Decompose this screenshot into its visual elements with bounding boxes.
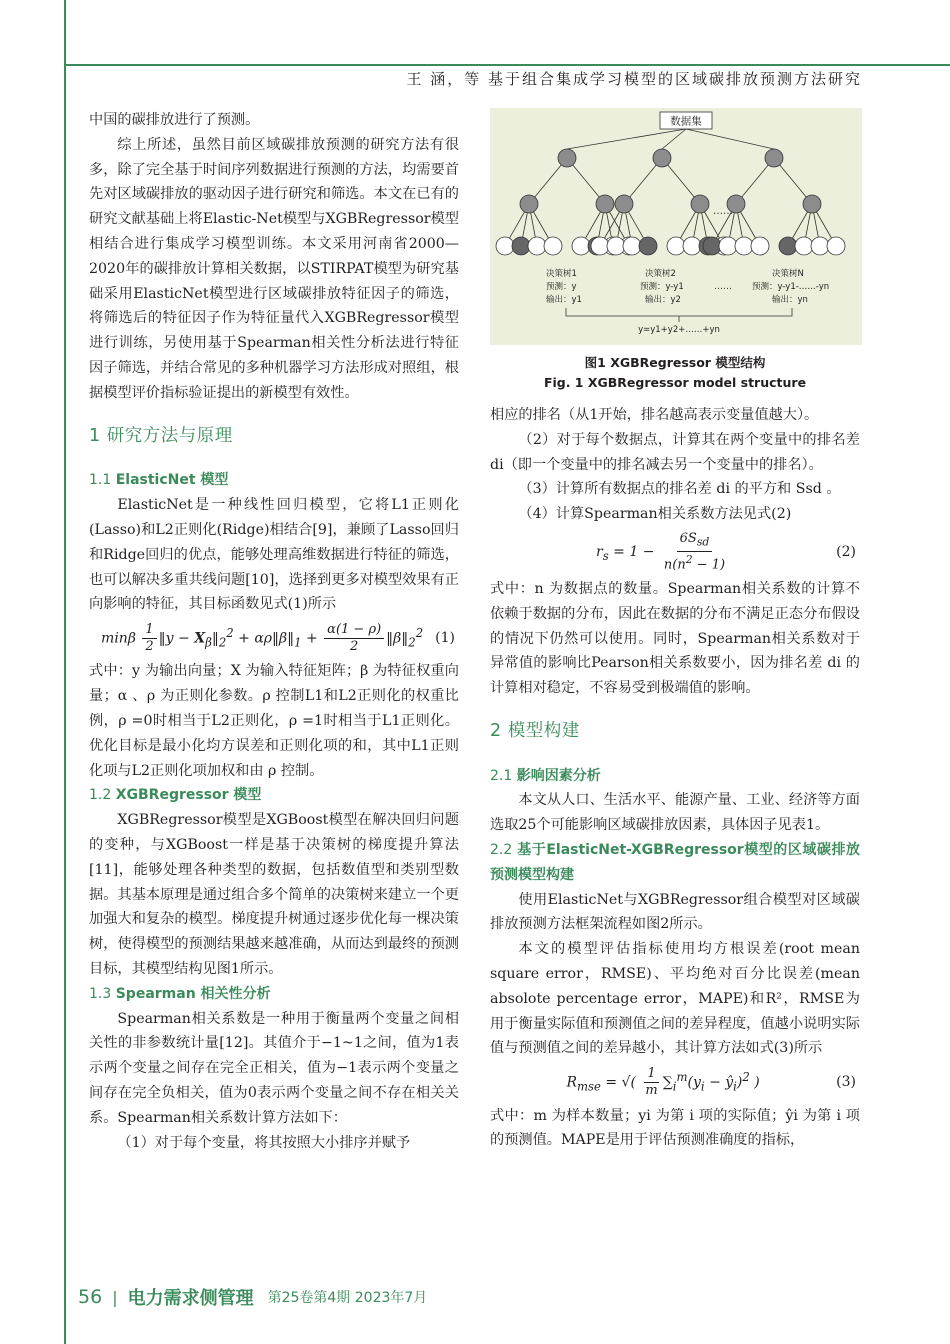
tree-root-node bbox=[558, 149, 576, 167]
paragraph: 式中：y 为输出向量；X 为输入特征矩阵；β 为特征权重向量；α 、ρ 为正则化参数。ρ 控制L1和L2正则化的权重比例，ρ =0时相当于L2正则化，ρ =1时相当于L1正则化。优化目标是最小化均方误差和正则化项的和，其中L1正则化项与L2正则化项加权和由 ρ 控制。 bbox=[89, 663, 459, 779]
dataset-edge bbox=[662, 129, 686, 149]
tree-leaf-node bbox=[639, 237, 657, 255]
tree-internal-node bbox=[615, 195, 633, 213]
paragraph: 式中：n 为数据点的数量。Spearman相关系数的计算不依赖于数据的分布，因此在数据的分布不满足正态分布假设的情况下仍然可以使用。同时，Spearman相关系数对于异常值的影响比Pearson相关系数要小，因为排名差 di 的计算相对稳定，不容易受到极端值的影响。 bbox=[490, 580, 860, 697]
dataset-edge bbox=[567, 129, 686, 149]
paragraph: 式中：m 为样本数量；yi 为第 i 项的实际值；ŷi 为第 i 项的预测值。MAPE是用于评估预测准确度的指标， bbox=[490, 1107, 860, 1149]
section-heading-2: 2 模型构建 bbox=[490, 720, 580, 741]
tree-leaf-node bbox=[544, 237, 562, 255]
equation-number: (1) bbox=[435, 629, 455, 646]
equation-2: $r_s = 1$ − $\frac{6S_{sd}}{n(n^2 - 1)}$ (2) bbox=[596, 530, 856, 572]
tree-leaf-node bbox=[703, 237, 721, 255]
section-heading-1: 1 研究方法与原理 bbox=[89, 425, 233, 446]
equation-number: (3) bbox=[836, 1073, 856, 1090]
tree2-out: 输出：y2 bbox=[645, 295, 681, 305]
tree-leaf-node bbox=[719, 237, 737, 255]
tree1-out: 输出：y1 bbox=[546, 295, 582, 305]
tree-internal-node bbox=[596, 195, 614, 213]
tree-leaf-node bbox=[623, 237, 641, 255]
trees-group bbox=[496, 129, 845, 255]
paragraph: 相应的排名（从1开始，排名越高表示变量值越大）。 bbox=[490, 407, 819, 423]
tree-leaf-node bbox=[496, 237, 514, 255]
page-footer bbox=[64, 1282, 427, 1312]
paragraph: Spearman相关系数是一种用于衡量两个变量之间相关性的非参数统计量[12]。其值介于−1~1之间，值为1表示两个变量之间存在完全正相关，值为−1表示两个变量之间存在完全负相关，值为0表示两个变量之间不存在相关关系。Spearman相关系数计算方法如下： bbox=[89, 1010, 459, 1126]
equation-number: (2) bbox=[836, 543, 856, 560]
figure-1-xgbregressor-structure bbox=[490, 108, 862, 345]
tree1-pred: 预测：y bbox=[546, 282, 577, 292]
tree1-name: 决策树1 bbox=[546, 269, 577, 279]
subsection-heading-2-2: 2.2 基于ElasticNet-XGBRegressor模型的区域碳排放预测模型构建 bbox=[490, 842, 860, 883]
paragraph: （1）对于每个变量，将其按照大小排序并赋予 bbox=[117, 1134, 411, 1151]
equation-3: $R_{mse}$ = √( $\frac{1}{m}$ $\sum_i^m(y_i$ − $ŷ_i)^2$ ) (3) bbox=[566, 1066, 856, 1099]
tree-leaf-node bbox=[607, 237, 625, 255]
paragraph: （3）计算所有数据点的排名差 di 的平方和 Ssd 。 bbox=[518, 481, 841, 498]
running-head: 王 涵，等 基于组合集成学习模型的区域碳排放预测方法研究 bbox=[406, 70, 862, 88]
page-number: 56 bbox=[78, 1286, 103, 1308]
subsection-heading-2-1: 2.1 影响因素分析 bbox=[490, 767, 601, 784]
margin-vertical-rule bbox=[64, 0, 66, 1344]
tree-leaf-node bbox=[735, 237, 753, 255]
tree-leaf-node bbox=[683, 237, 701, 255]
ellipsis-mid: …… bbox=[713, 206, 733, 217]
tree-diagram bbox=[490, 108, 862, 345]
footer-separator: | bbox=[112, 1287, 118, 1307]
left-column bbox=[89, 108, 459, 1155]
paragraph: 使用ElasticNet与XGBRegressor组合模型对区域碳排放预测方法框架流程如图2所示。 bbox=[490, 891, 860, 933]
paragraph: 本文的模型评估指标使用均方根误差(root mean square error，RMSE)、平均绝对百分比误差(mean absolote percentage error，MAPE)和R²，RMSE为用于衡量实际值和预测值之间的差异程度，值越小说明实际值与预测值之间的差异越小，其计算方法如式(3)所示 bbox=[490, 941, 860, 1057]
header-rule bbox=[64, 64, 950, 66]
tree-root-node bbox=[653, 149, 671, 167]
issue-info: 第25卷第4期 2023年7月 bbox=[267, 1290, 428, 1306]
treeN-out: 输出：yn bbox=[772, 295, 808, 305]
tree-leaf-node bbox=[512, 237, 530, 255]
paragraph: 综上所述，虽然目前区域碳排放预测的研究方法有很多，除了完全基于时间序列数据进行预测的方法，均需要首先对区域碳排放的驱动因子进行研究和筛选。本文在已有的研究文献基础上将Elastic-Net模型与XGBRegressor模型相结合进行集成学习模型训练。本文采用河南省2000—2020年的碳排放计算相关数据，以STIRPAT模型为研究基础采用ElasticNet模型进行区域碳排放特征因子的筛选，将筛选后的特征因子作为特征量代入XGBRegressor模型进行训练，另使用基于Spearman相关性分析法进行特征因子筛选，并结合常见的多种机器学习方法形成对照组，根据模型评价指标验证提出的新模型有效性。 bbox=[89, 136, 459, 401]
subsection-heading-1-3: 1.3 Spearman 相关性分析 bbox=[89, 985, 271, 1002]
tree-leaf-node bbox=[667, 237, 685, 255]
sum-label: y=y1+y2+……+yn bbox=[638, 325, 720, 335]
tree-leaf-node bbox=[528, 237, 546, 255]
tree-internal-node bbox=[520, 195, 538, 213]
paragraph: 中国的碳排放进行了预测。 bbox=[89, 112, 260, 128]
tree-leaf-node bbox=[795, 237, 813, 255]
figure-caption-cn: 图1 XGBRegressor 模型结构 bbox=[584, 355, 766, 370]
treeN-pred: 预测：y-y1-……-yn bbox=[752, 282, 830, 292]
tree-leaf-node bbox=[827, 237, 845, 255]
dataset-label: 数据集 bbox=[670, 115, 702, 128]
journal-name: 电力需求侧管理 bbox=[127, 1288, 254, 1309]
tree-leaf-node bbox=[751, 237, 769, 255]
tree-internal-node bbox=[803, 195, 821, 213]
paragraph: 本文从人口、生活水平、能源产量、工业、经济等方面选取25个可能影响区域碳排放因素，具体因子见表1。 bbox=[490, 792, 860, 834]
tree2-name: 决策树2 bbox=[645, 269, 676, 279]
ellipsis-labels: …… bbox=[714, 282, 732, 292]
figure-caption-en: Fig. 1 XGBRegressor model structure bbox=[543, 375, 807, 390]
tree-root-node bbox=[765, 149, 783, 167]
sum-bracket bbox=[566, 308, 792, 316]
paragraph: （2）对于每个数据点，计算其在两个变量中的排名差 di（即一个变量中的排名减去另一个变量中的排名）。 bbox=[490, 431, 860, 473]
treeN-name: 决策树N bbox=[772, 269, 804, 279]
tree-leaf-node bbox=[572, 237, 590, 255]
tree-leaf-node bbox=[591, 237, 609, 255]
subsection-heading-1-1: 1.1 ElasticNet 模型 bbox=[89, 472, 229, 489]
tree2-pred: 预测：y-y1 bbox=[640, 282, 684, 292]
paragraph: （4）计算Spearman相关系数方法见式(2) bbox=[518, 506, 792, 523]
subsection-heading-1-2: 1.2 XGBRegressor 模型 bbox=[89, 787, 262, 804]
tree-leaf-node bbox=[779, 237, 797, 255]
paragraph: XGBRegressor模型是XGBoost模型在解决回归问题的变种，与XGBoost一样是基于决策树的梯度提升算法[11]，能够处理各种类型的数据，包括数值型和类别型数据。其基本原理是通过组合多个简单的决策树来建立一个更加强大和复杂的模型。梯度提升树通过逐步优化每一棵决策树，使得模型的预测结果越来越准确，从而达到最终的预测目标，其模型结构见图1所示。 bbox=[89, 812, 459, 977]
dataset-edge bbox=[686, 129, 774, 149]
tree-leaf-node bbox=[811, 237, 829, 255]
right-column bbox=[490, 108, 860, 1153]
tree-internal-node bbox=[691, 195, 709, 213]
equation-1: minβ $\frac{1}{2}$ ‖y − $X_\beta‖_2^2$ + $\alpha\rho‖\beta‖_1$ + $\frac{\alpha(1 - \rho)}{2}$ $‖\beta‖_2^2$ (1) bbox=[101, 622, 455, 655]
paragraph: ElasticNet是一种线性回归模型，它将L1正则化(Lasso)和L2正则化(Ridge)相结合[9]，兼顾了Lasso回归和Ridge回归的优点，能够处理高维数据进行特征的筛选，也可以解决多重共线问题[10]，选择到更多对模型效果有正向影响的特征，其目标函数见式(1)所示 bbox=[89, 497, 459, 613]
